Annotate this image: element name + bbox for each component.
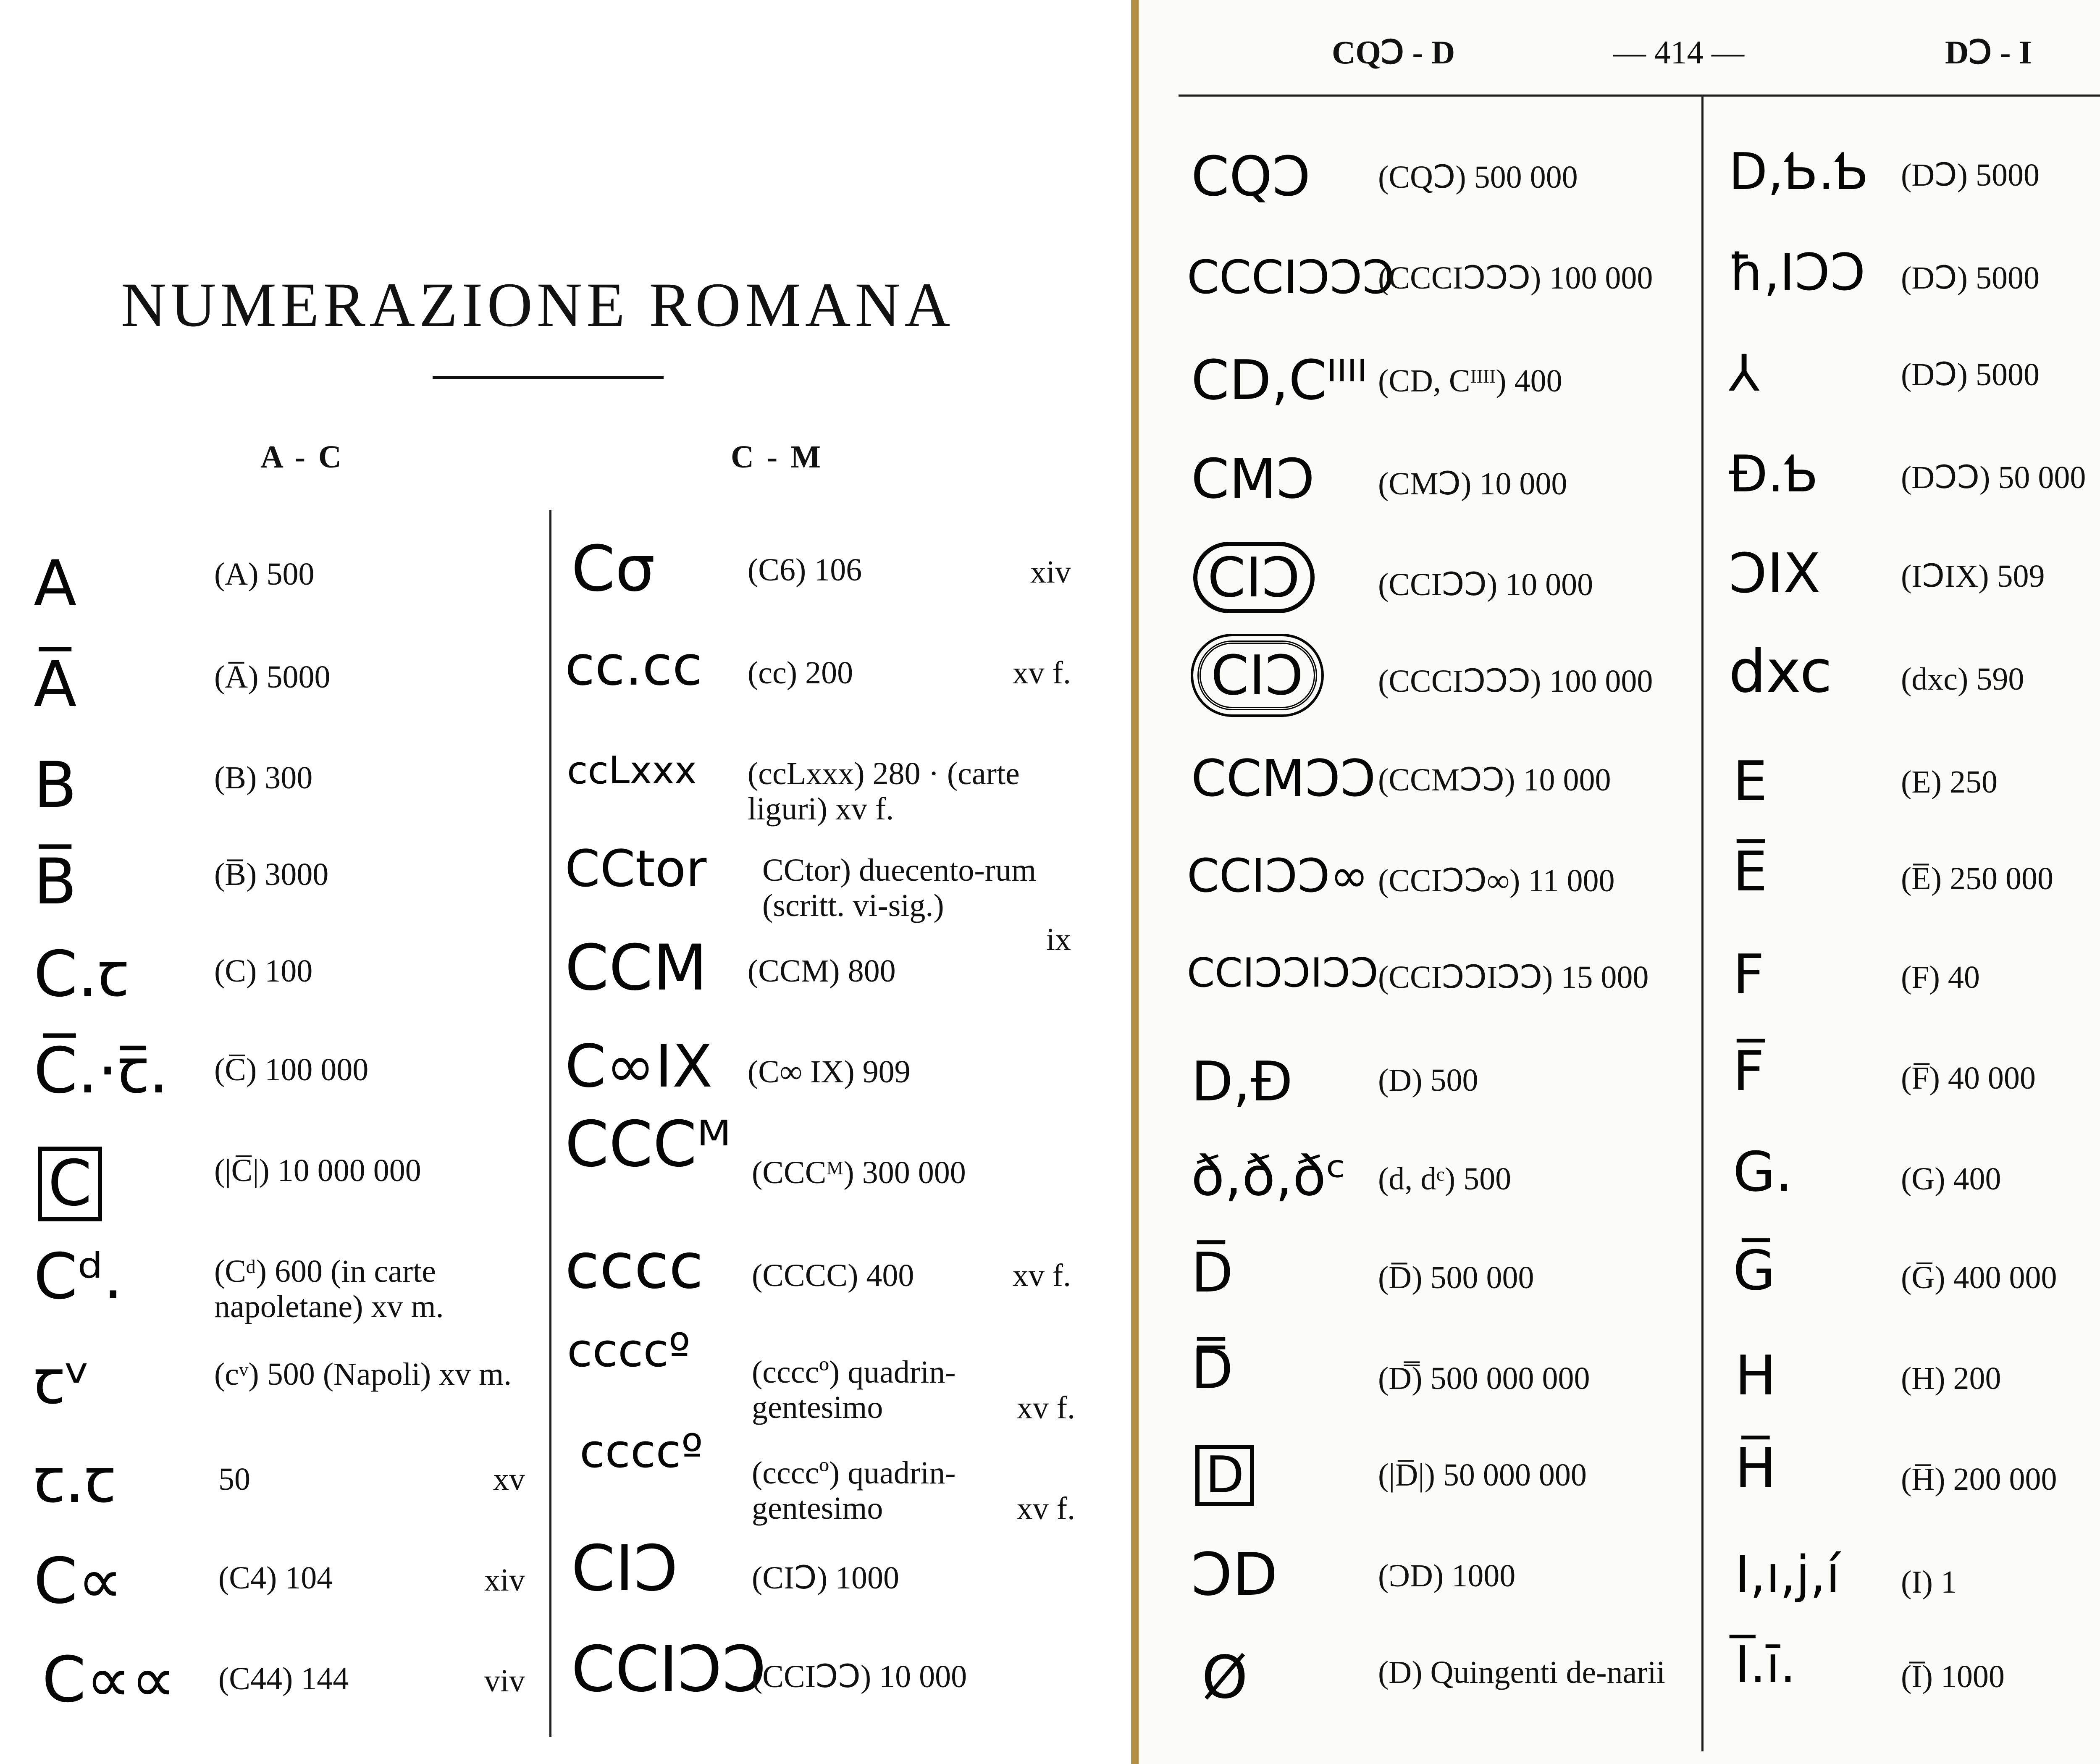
numeral-entry: (CCIↃↃIↃↃ) 15 000 <box>1378 960 1649 995</box>
numeral-entry: (D̅) 500 000 <box>1378 1260 1534 1295</box>
numeral-entry: (ƆD) 1000 <box>1378 1558 1516 1593</box>
numeral-glyph: cc.cc <box>565 634 703 698</box>
numeral-glyph: CCIↃↃ <box>571 1633 766 1706</box>
numeral-glyph: CQↃ <box>1191 144 1311 208</box>
numeral-entry: (C6) 106 <box>748 552 862 588</box>
numeral-glyph: A̅ <box>34 648 77 721</box>
numeral-entry: (DↃ) 5000 <box>1901 158 2040 193</box>
page-gutter <box>1131 0 1139 1764</box>
numeral-entry: (F̅) 40 000 <box>1901 1060 2036 1096</box>
numeral-entry: (CCIↃↃ) 10 000 <box>1378 567 1593 602</box>
numeral-glyph: CIↃ <box>571 1532 678 1605</box>
numeral-glyph: CCtor <box>565 840 707 898</box>
century-note: ix <box>1046 922 1071 957</box>
century-note: xv <box>493 1462 525 1497</box>
century-note: xiv <box>1030 554 1071 590</box>
numeral-glyph: CCIↃↃIↃↃ <box>1187 950 1378 996</box>
numeral-glyph: C∝ <box>34 1545 123 1618</box>
numeral-entry: (D̿) 500 000 000 <box>1378 1361 1590 1396</box>
century-note: xv f. <box>1016 1491 1075 1526</box>
numeral-entry: (CCM) 800 <box>748 953 896 989</box>
numeral-entry: (|D̅|) 50 000 000 <box>1378 1457 1587 1493</box>
numeral-glyph: CMↃ <box>1191 447 1315 511</box>
numeral-glyph: dxc <box>1729 638 1832 706</box>
numeral-glyph: ħ,IↃↃ <box>1729 244 1866 302</box>
numeral-glyph: I,ı,j,í <box>1735 1546 1840 1604</box>
numeral-glyph: CCCIↃↃↃ <box>1187 250 1395 304</box>
numeral-glyph: F <box>1733 942 1764 1006</box>
numeral-entry: (C∞ IX) 909 <box>748 1054 911 1089</box>
running-header-right: DↃ - I <box>1945 34 2032 71</box>
numeral-glyph: Cσ <box>571 533 655 606</box>
numeral-entry: (CCIↃↃ) 10 000 <box>752 1659 967 1694</box>
numeral-glyph: ƆD <box>1191 1541 1278 1609</box>
numeral-glyph: B̅ <box>34 845 77 919</box>
numeral-entry: (H) 200 <box>1901 1361 2001 1396</box>
century-note: xiv <box>484 1562 525 1598</box>
numeral-entry: (ccccº) quadrin-gentesimo <box>752 1455 956 1526</box>
numeral-glyph: Ø <box>1202 1643 1248 1712</box>
numeral-glyph: CIↃ <box>1197 640 1317 710</box>
numeral-glyph: CIↃ <box>1193 542 1315 613</box>
column-divider <box>1701 97 1704 1751</box>
numeral-glyph: ⅄ <box>1729 344 1760 403</box>
numeral-entry: (F) 40 <box>1901 960 1980 995</box>
numeral-entry: (G̅) 400 000 <box>1901 1260 2057 1295</box>
numeral-glyph: CCM <box>565 932 707 1005</box>
numeral-entry: (H̅) 200 000 <box>1901 1462 2057 1497</box>
numeral-glyph: ccccº <box>567 1323 690 1377</box>
numeral-glyph: D <box>1195 1445 1254 1506</box>
numeral-entry: (B) 300 <box>214 760 313 795</box>
numeral-glyph: G. <box>1733 1140 1793 1204</box>
numeral-entry: (CQↃ) 500 000 <box>1378 160 1578 195</box>
numeral-entry: (|C̅|) 10 000 000 <box>214 1153 421 1188</box>
numeral-entry: (CCCIↃↃↃ) 100 000 <box>1378 664 1653 699</box>
numeral-glyph: cccc <box>565 1230 704 1303</box>
numeral-glyph: ð,ð,ðᶜ <box>1191 1144 1347 1208</box>
numeral-entry: (B̅) 3000 <box>214 857 329 892</box>
numeral-entry: (CCCIↃↃↃ) 100 000 <box>1378 260 1653 296</box>
column-divider <box>549 510 551 1737</box>
numeral-glyph: CCCᴹ <box>565 1108 731 1181</box>
numeral-entry: (CIↃ) 1000 <box>752 1560 900 1596</box>
column-heading-c-m: C - M <box>731 439 823 475</box>
numeral-entry: (CCCC) 400 <box>752 1258 914 1293</box>
numeral-entry: 50 <box>218 1462 250 1497</box>
numeral-entry: (A̅) 5000 <box>214 659 331 695</box>
century-note: xv f. <box>1012 655 1071 690</box>
numeral-entry: (CCMↃↃ) 10 000 <box>1378 762 1611 798</box>
numeral-glyph: D̅ <box>1191 1241 1234 1305</box>
header-rule <box>1179 94 2100 97</box>
running-header-left: CQↃ - D <box>1332 34 1455 71</box>
numeral-glyph: ↃIX <box>1729 541 1821 605</box>
numeral-entry: (DↃ) 5000 <box>1901 357 2040 392</box>
numeral-entry: (E̅) 250 000 <box>1901 861 2054 896</box>
numeral-entry: (CD, Cᴵᴵᴵᴵ) 400 <box>1378 363 1562 399</box>
numeral-entry: (A) 500 <box>214 556 315 592</box>
numeral-entry: (DↃ) 5000 <box>1901 260 2040 296</box>
numeral-glyph: ccLxxx <box>567 748 697 793</box>
numeral-glyph: D̿ <box>1191 1337 1234 1401</box>
numeral-entry: (CCIↃↃ∞) 11 000 <box>1378 863 1615 898</box>
numeral-entry: (I̅) 1000 <box>1901 1659 2005 1694</box>
numeral-entry: CCtor) duecento-rum (scritt. vi-sig.) <box>762 853 1037 923</box>
numeral-glyph: D,Ð <box>1191 1050 1293 1113</box>
numeral-glyph: H̅ <box>1735 1436 1776 1500</box>
numeral-glyph: D,Ƅ.Ƅ <box>1729 143 1869 201</box>
numeral-entry: (CMↃ) 10 000 <box>1378 466 1567 501</box>
numeral-entry: (D) Quingenti de-narii <box>1378 1655 1665 1690</box>
numeral-glyph: C <box>38 1147 102 1221</box>
numeral-entry: (IↃIX) 509 <box>1901 559 2045 594</box>
numeral-entry: (cᵛ) 500 (Napoli) xv m. <box>214 1357 512 1392</box>
page-number: — 414 — <box>1613 34 1744 71</box>
numeral-entry: (Cᵈ) 600 (in carte napoletane) xv m. <box>214 1254 444 1324</box>
numeral-entry: (E) 250 <box>1901 764 1998 800</box>
right-page <box>1139 0 2100 1764</box>
numeral-glyph: CCMↃↃ <box>1191 750 1376 808</box>
numeral-entry: (DↃↃ) 50 000 <box>1901 460 2086 495</box>
numeral-glyph: ꞇᵛ <box>34 1345 91 1418</box>
numeral-glyph: CD,Cᴵᴵᴵᴵ <box>1191 348 1368 412</box>
numeral-glyph: E <box>1733 749 1768 813</box>
numeral-glyph: A <box>34 547 77 620</box>
numeral-entry: (I) 1 <box>1901 1564 1957 1600</box>
numeral-glyph: C∝∝ <box>42 1643 176 1717</box>
numeral-entry: (C44) 144 <box>218 1661 349 1696</box>
numeral-glyph: B <box>34 749 77 822</box>
numeral-glyph: CCIↃↃ∞ <box>1187 849 1369 903</box>
column-heading-a-c: A - C <box>260 439 344 475</box>
numeral-entry: (CCCᴹ) 300 000 <box>752 1155 966 1190</box>
numeral-entry: (C4) 104 <box>218 1560 333 1596</box>
numeral-entry: (G) 400 <box>1901 1161 2001 1197</box>
numeral-glyph: C̅.·ꞇ̅. <box>34 1034 169 1108</box>
numeral-entry: (C̅) 100 000 <box>214 1052 369 1087</box>
numeral-glyph: ccccº <box>580 1424 703 1478</box>
numeral-entry: (ccLxxx) 280 · (carte liguri) xv f. <box>748 756 1020 827</box>
numeral-glyph: C∞IX <box>565 1032 713 1101</box>
numeral-glyph: H <box>1735 1344 1776 1407</box>
numeral-glyph: G̅ <box>1733 1239 1775 1302</box>
numeral-entry: (cc) 200 <box>748 655 853 690</box>
page-title: NUMERAZIONE ROMANA <box>121 270 955 340</box>
numeral-entry: (C) 100 <box>214 953 313 989</box>
numeral-glyph: C.ꞇ <box>34 938 129 1011</box>
title-underline <box>433 376 664 379</box>
numeral-glyph: I̅.ī. <box>1735 1636 1796 1694</box>
century-note: xv f. <box>1012 1258 1071 1293</box>
numeral-glyph: E̅ <box>1733 840 1768 903</box>
century-note: xv f. <box>1016 1390 1075 1425</box>
numeral-entry: (D) 500 <box>1378 1063 1478 1098</box>
numeral-glyph: Ð.Ƅ <box>1729 445 1819 504</box>
numeral-entry: (d, dᶜ) 500 <box>1378 1161 1512 1197</box>
numeral-entry: (dxc) 590 <box>1901 662 2024 697</box>
century-note: viv <box>484 1663 525 1698</box>
numeral-glyph: Cᵈ. <box>34 1240 123 1313</box>
numeral-entry: (ccccº) quadrin-gentesimo <box>752 1354 956 1425</box>
numeral-glyph: F̅ <box>1733 1039 1764 1103</box>
numeral-glyph: ꞇ.ꞇ <box>34 1444 116 1517</box>
